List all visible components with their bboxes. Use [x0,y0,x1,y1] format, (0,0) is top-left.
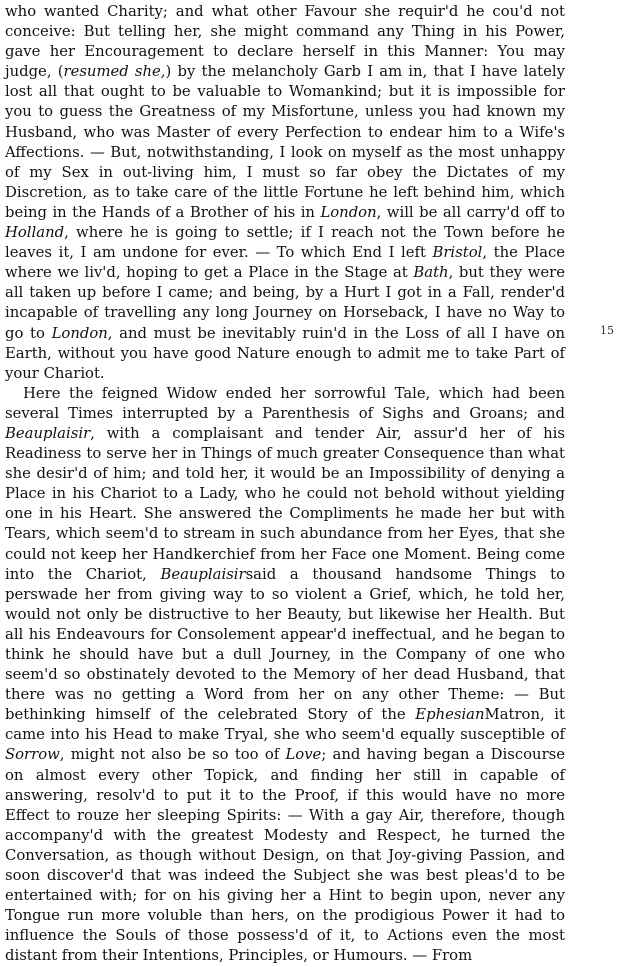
text-run: , the Place where we liv'd, hoping to get a Place in the Stage at [5,244,565,282]
italic-text: Beauplaisir [160,565,246,583]
text-run: , and must be inevitably ruin'd in the Loss of all I have on Earth, without you have good Nature enough to admit me to take Part of your Chariot. [5,324,565,382]
text-run: , will be all carry'd off to [376,203,566,221]
body-text [5,2,565,967]
italic-text: Sorrow [5,746,60,764]
italic-text: Bath [413,264,449,282]
paragraph [5,2,565,384]
text-run: ; and having began a Discourse on almost every other Topick, and finding her still in capable of answering, resolv'd to put it to the Proof, if this would have no more Effect to rouze her sleeping Spirits: — With a gay Air, therefore, though accompany'd with the greatest Modesty and Respect, he turned the Conversation, as though without Design, on that Joy-giving Passion, and soon discover'd that was indeed the Subject she was best pleas'd to be entertained with; for on his giving her a Hint to begin upon, never any Tongue run more voluble than hers, on the prodigious Power it had to influence the Souls of those possess'd of it, to Actions even the most distant from their Intentions, Principles, or Humours. — From [5,746,565,965]
text-run: , might not also be so too of [59,746,286,764]
text-run: ) by the melancholy Garb I am in, that I have lately lost all that ought to be valuable to Womankind; but it is impossible for you to guess the Greatness of my Misfortune, unless you had known my Husband, who was Master of every Perfection to endear him to a Wife's Affections. — But, notwithstanding, I look on myself as the most unhappy of my Sex in out-living him, I must so far obey the Dictates of my Discretion, as to take care of the little Fortune he left behind him, which being in the Hands of a Brother of his in [5,63,565,221]
text-run: Here the feigned Widow ended her sorrowful Tale, which had been several Times interrupted by a Parenthesis of Sighs and Groans; and [5,384,565,422]
paragraph [5,384,565,967]
text-run: said a thousand handsome Things to perswade her from giving way to so violent a Grief, which, he told her, would not only be distructive to her Beauty, but likewise her Health. But all his Endeavours for Consolement appear'd ineffectual, and he began to think he should have but a dull Journey, in the Company of one who seem'd so obstinately devoted to the Memory of her dead Husband, that there was no getting a Word from her on any other Theme: — But bethinking himself of the celebrated Story of the [5,565,566,724]
italic-text: resumed she, [63,63,166,81]
italic-text: London [320,203,377,221]
italic-text: Bristol [432,244,483,262]
text-run: , where he is going to settle; if I reach not the Town before he leaves it, I am undone for ever. — To which End I left [5,224,565,262]
italic-text: London [51,324,108,342]
text-run: Matron, it came into his Head to make Tryal, she who seem'd equally susceptible of [5,706,565,744]
italic-text: Ephesian [415,706,485,724]
italic-text: Holland [5,224,65,242]
text-run: , but they were all taken up before I came; and being, by a Hurt I got in a Fall, render'd incapable of travelling any long Journey on Horseback, I have no Way to go to [5,264,565,342]
text-run: , with a complaisant and tender Air, assur'd her of his Readiness to serve her in Things of much greater Consequence than what she desir'd of him; and told her, it would be an Impossibility of denying a Place in his Chariot to a Lady, who he could not behold without yielding one in his Heart. She answered the Compliments he made her but with Tears, which seem'd to stream in such abundance from her Eyes, that she could not keep her Handkerchief from her Face one Moment. Being come into the Chariot, [5,424,565,583]
italic-text: Love [285,746,322,764]
line-number: 15 [600,324,614,337]
text-run: who wanted Charity; and what other Favour she requir'd he cou'd not conceive: But telling her, she might command any Thing in his Power, gave her Encouragement to declare herself in this Manner: You may judge, ( [5,3,565,81]
italic-text: Beauplaisir [5,424,91,442]
